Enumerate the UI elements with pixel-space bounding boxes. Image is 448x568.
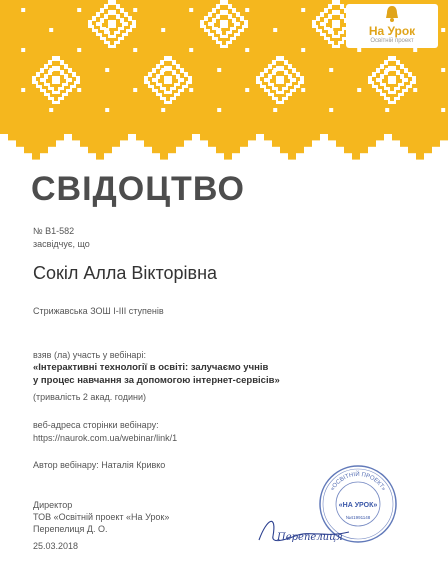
director-signature	[255, 510, 355, 555]
stamp-center-text: «НА УРОК»	[338, 502, 378, 509]
certificate-title: СВІДОЦТВО	[31, 170, 245, 208]
webinar-author: Автор вебінару: Наталія Кривко	[33, 460, 166, 470]
signer-name: Перепелиця Д. О.	[33, 524, 108, 534]
bell-icon	[382, 4, 402, 24]
participation-text: взяв (ла) участь у вебінарі:	[33, 350, 146, 360]
signature-text: Перепелиця	[277, 532, 343, 543]
logo-title: На Урок	[368, 24, 416, 38]
stamp-code: №41991148	[345, 515, 371, 520]
naurok-logo	[346, 4, 438, 48]
certifies-text: засвідчує, що	[33, 239, 90, 249]
issue-date: 25.03.2018	[33, 541, 79, 551]
signature-graphic	[255, 510, 355, 550]
svg-text:«ОСВІТНІЙ ПРОЕКТ»	[330, 470, 387, 493]
duration-text: (тривалість 2 акад. години)	[33, 392, 146, 402]
link-label: веб-адреса сторінки вебінару:	[33, 420, 159, 430]
webinar-title-line1: «Інтерактивні технології в освіті: залучаємо учнів	[33, 362, 269, 373]
recipient-name: Сокіл Алла Вікторівна	[33, 263, 218, 283]
webinar-title-line2: у процес навчання за допомогою інтернет-сервісів»	[33, 375, 280, 386]
organization-name: ТОВ «Освітній проект «На Урок»	[33, 512, 170, 522]
signer-position: Директор	[33, 500, 73, 510]
logo-subtitle: Освітній проект	[370, 38, 414, 44]
stamp-outer-text: «ОСВІТНІЙ ПРОЕКТ»	[329, 471, 387, 493]
school-name: Стрижавська ЗОШ І-ІІІ ступенів	[33, 306, 164, 316]
webinar-link[interactable]: https://naurok.com.ua/webinar/link/1	[33, 433, 178, 443]
certificate-number: № В1-582	[33, 226, 75, 236]
